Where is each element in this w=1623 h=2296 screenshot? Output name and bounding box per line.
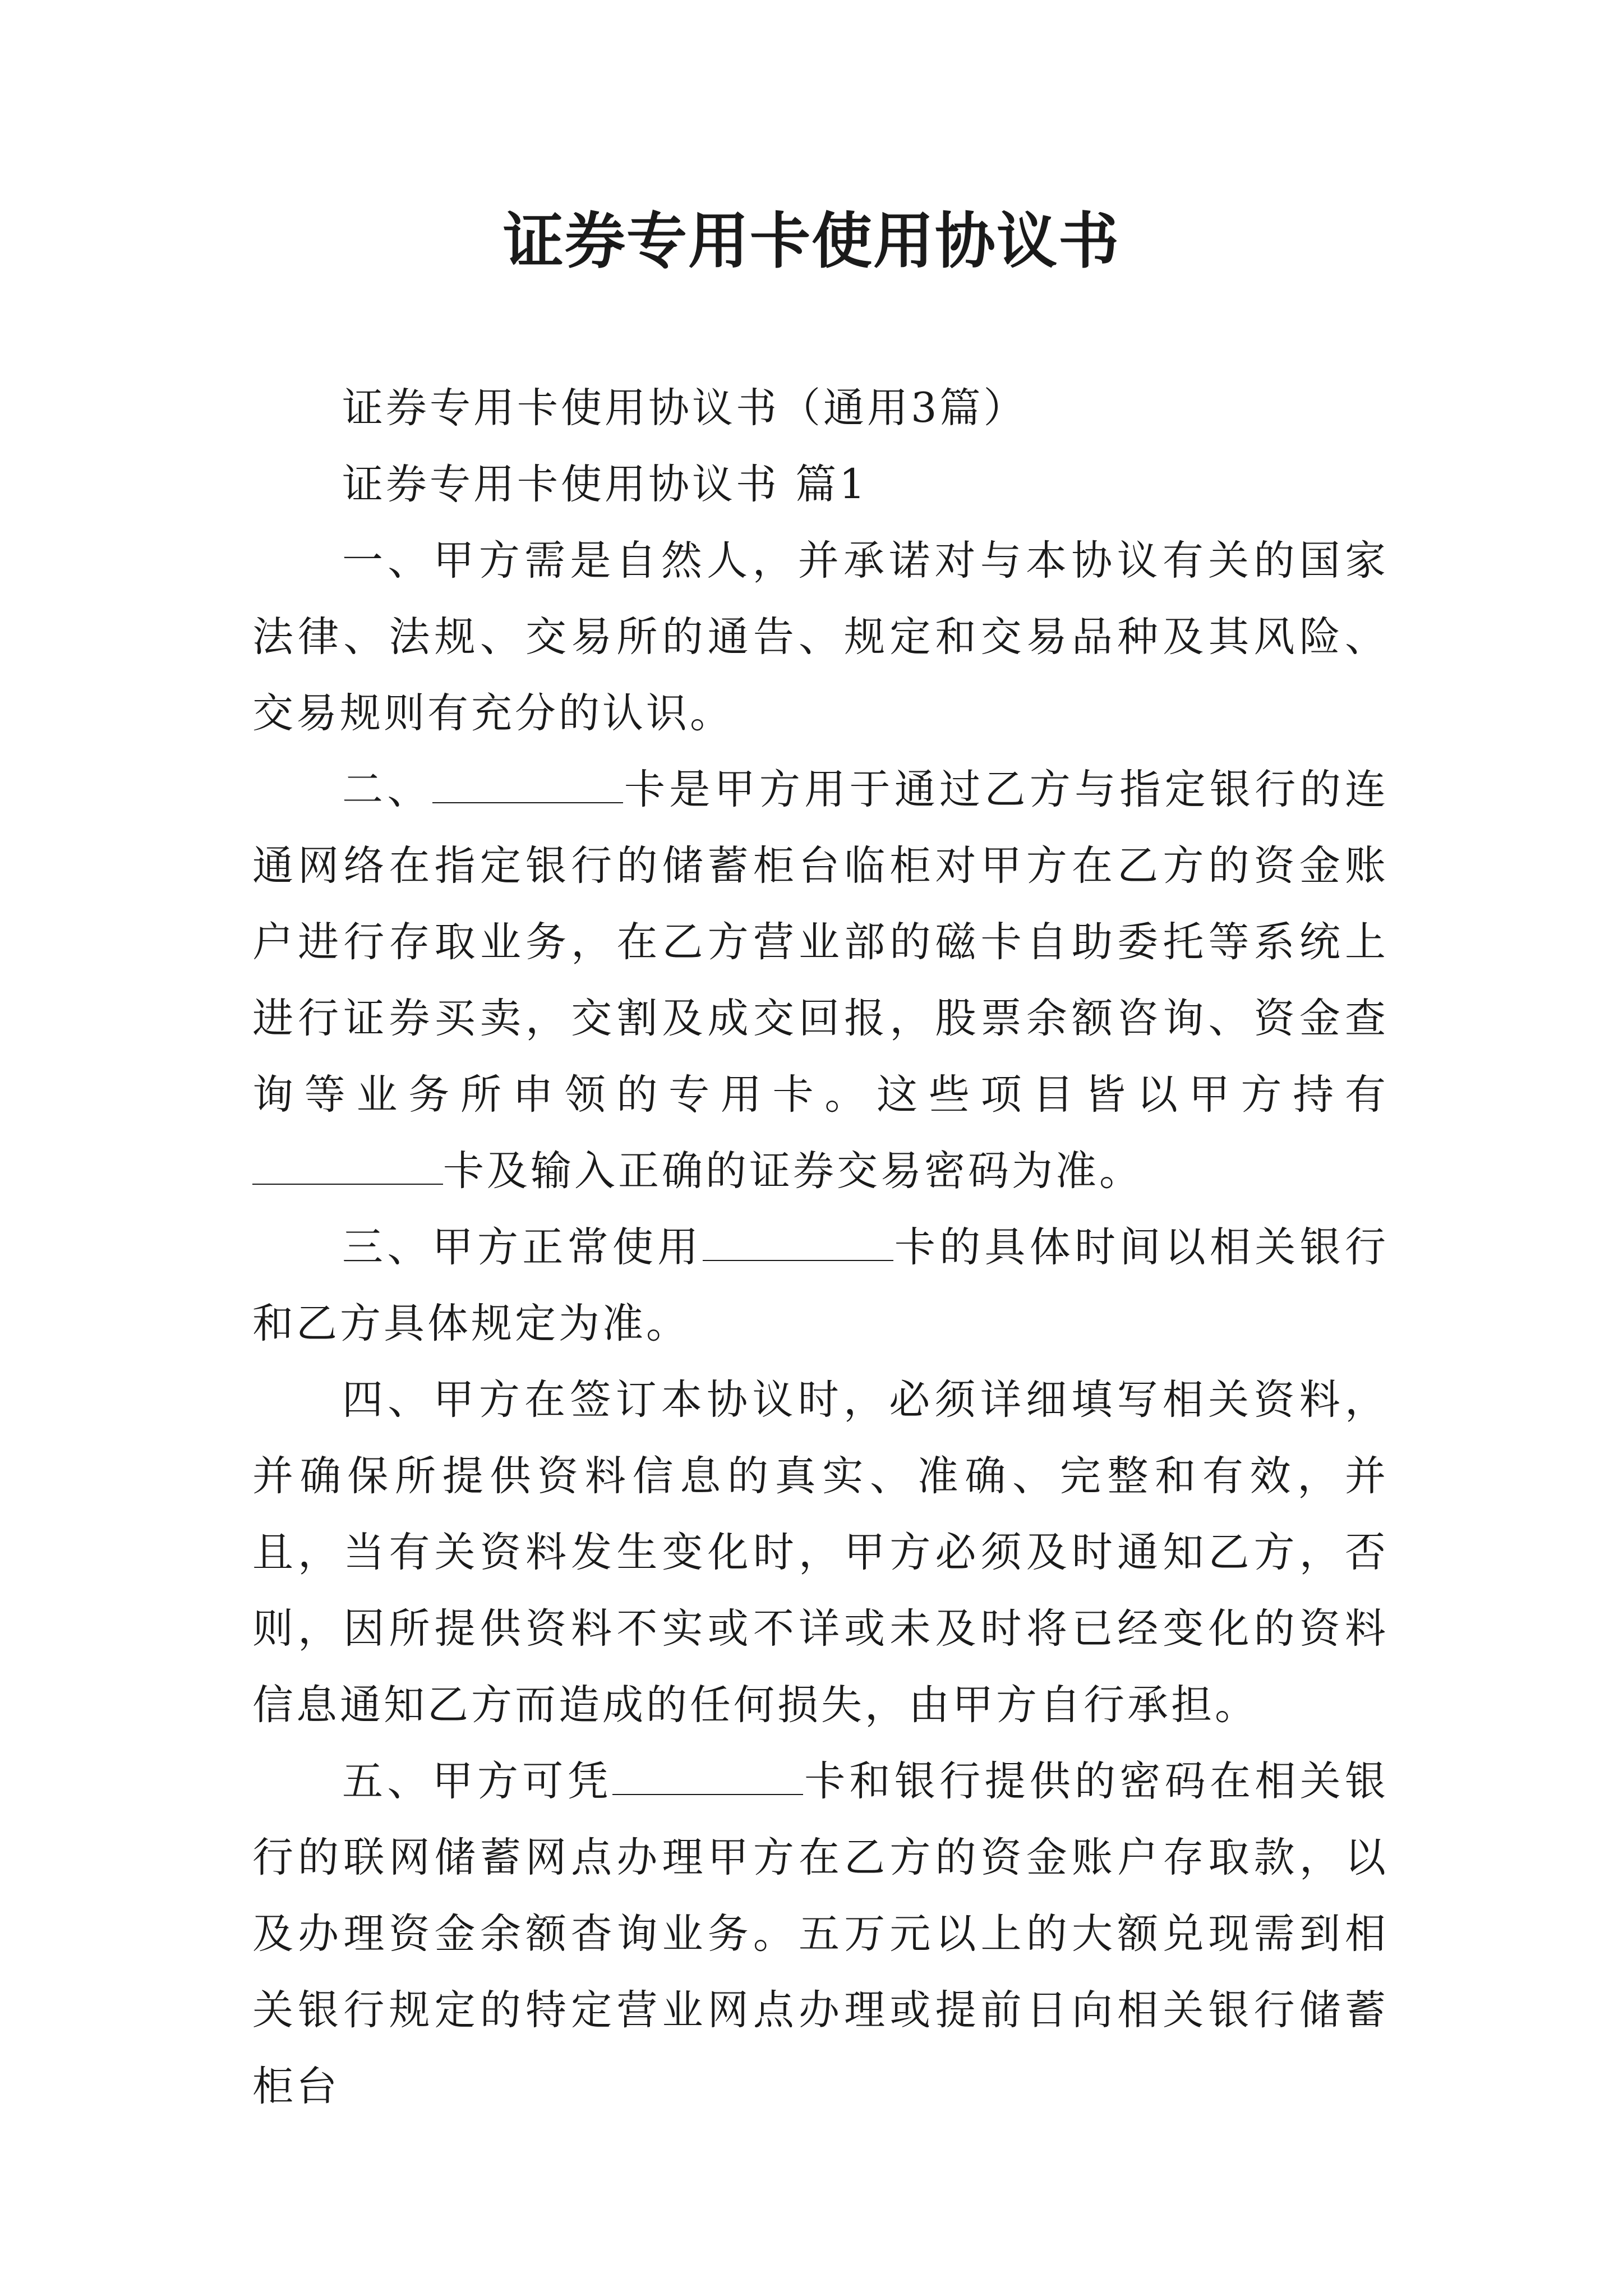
subtitle-line: 证券专用卡使用协议书（通用3篇）	[342, 384, 1027, 432]
clause-1: 一、甲方需是自然人，并承诺对与本协议有关的国家法律、法规、交易所的通告、规定和交易品种及其风险、交易规则有充分的认识。	[252, 537, 1389, 737]
clause-3-part-1: 三、甲方正常使用	[342, 1223, 703, 1271]
clause-2	[252, 752, 1389, 1209]
clause-4: 四、甲方在签订本协议时，必须详细填写相关资料，并确保所提供资料信息的真实、准确、完整和有效，并且，当有关资料发生变化时，甲方必须及时通知乙方，否则，因所提供资料不实或不详或未及时将已经变化的资料信息通知乙方而造成的任何损失，由甲方自行承担。	[252, 1376, 1389, 1729]
section-heading: 证券专用卡使用协议书 篇1	[342, 461, 868, 508]
clause-2-part-1: 二、	[342, 766, 432, 813]
fill-in-blank	[432, 769, 623, 803]
clause-2-part-2: 卡是甲方用于通过乙方与指定银行的连通网络在指定银行的储蓄柜台临柜对甲方在乙方的资金账户进行存取业务，在乙方营业部的磁卡自助委托等系统上进行证券买卖，交割及成交回报，股票余额咨询、资金查询等业务所申领的专用卡。这些项目皆以甲方持有	[252, 766, 1389, 1119]
clause-3-part-2: 卡的具体时间以相关银行和乙方具体规定为准。	[252, 1223, 1389, 1347]
clause-5-part-1: 五、甲方可凭	[342, 1757, 612, 1805]
clause-5-part-2: 卡和银行提供的密码在相关银行的联网储蓄网点办理甲方在乙方的资金账户存取款，以及办理资金余额杳询业务。五万元以上的大额兑现需到相关银行规定的特定营业网点办理或提前日向相关银行储蓄柜台	[252, 1757, 1389, 2110]
document-title: 证券专用卡使用协议书	[502, 206, 1120, 277]
fill-in-blank	[703, 1226, 893, 1261]
document-body	[252, 370, 1389, 2125]
fill-in-blank	[612, 1760, 803, 1795]
fill-in-blank	[252, 1150, 443, 1185]
clause-3	[252, 1209, 1389, 1362]
clause-2-part-3: 卡及输入正确的证券交易密码为准。	[443, 1147, 1143, 1195]
clause-5	[252, 1743, 1389, 2125]
